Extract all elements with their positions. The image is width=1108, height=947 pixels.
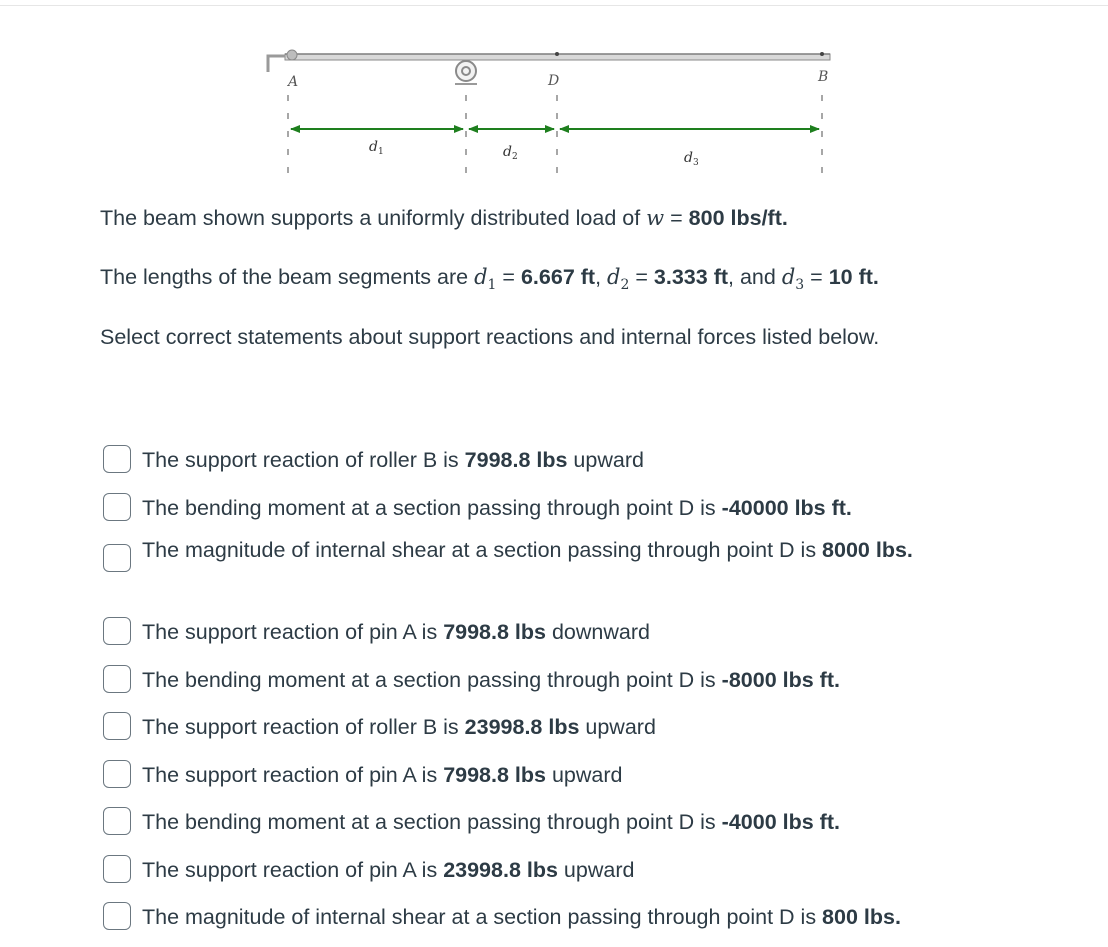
option-checkbox[interactable] xyxy=(103,760,131,788)
option-checkbox[interactable] xyxy=(103,544,131,572)
question-line-lengths: The lengths of the beam segments are $d_1 = 6.667$ ft, $d_2 = 3.333$ ft, and $d_3 = 10$ ft. xyxy=(100,265,879,293)
dim-label-d3: $d_3$ xyxy=(684,150,699,168)
option-label[interactable]: The bending moment at a section passing through point D is -4000 lbs ft. xyxy=(142,810,840,834)
option-checkbox[interactable] xyxy=(103,902,131,930)
answer-option[interactable] xyxy=(103,852,1003,888)
option-label[interactable]: The support reaction of pin A is 23998.8 lbs upward xyxy=(142,858,635,882)
pin-support-a xyxy=(268,50,297,72)
option-label[interactable]: The bending moment at a section passing through point D is -8000 lbs ft. xyxy=(142,668,840,692)
option-checkbox[interactable] xyxy=(103,855,131,883)
label-b: B xyxy=(818,69,829,85)
beam-diagram xyxy=(0,0,1108,200)
option-label[interactable]: The support reaction of roller B is 23998.8 lbs upward xyxy=(142,715,656,739)
option-label[interactable]: The bending moment at a section passing through point D is -40000 lbs ft. xyxy=(142,496,852,520)
option-checkbox[interactable] xyxy=(103,445,131,473)
answer-option[interactable] xyxy=(103,804,1003,840)
label-a: A xyxy=(288,74,299,90)
option-label[interactable]: The magnitude of internal shear at a section passing through point D is 800 lbs. xyxy=(142,905,901,929)
answer-option[interactable] xyxy=(103,614,1003,650)
option-checkbox[interactable] xyxy=(103,617,131,645)
dim-label-d2: $d_2$ xyxy=(503,144,518,162)
answer-option[interactable] xyxy=(103,662,1003,698)
point-b-marker xyxy=(820,52,824,56)
option-label[interactable]: The magnitude of internal shear at a section passing through point D is 8000 lbs. xyxy=(142,538,913,562)
option-checkbox[interactable] xyxy=(103,665,131,693)
option-checkbox[interactable] xyxy=(103,807,131,835)
option-checkbox[interactable] xyxy=(103,493,131,521)
extension-lines xyxy=(288,95,822,175)
answer-option[interactable] xyxy=(103,442,1003,478)
answer-option[interactable] xyxy=(103,709,1003,745)
option-checkbox[interactable] xyxy=(103,712,131,740)
label-d: D xyxy=(548,73,560,89)
dim-label-d1: $d_1$ xyxy=(369,139,384,157)
roller-support-icon xyxy=(455,61,477,84)
option-label[interactable]: The support reaction of pin A is 7998.8 lbs upward xyxy=(142,763,623,787)
answer-option[interactable] xyxy=(103,899,1003,935)
answer-option[interactable] xyxy=(103,532,1003,572)
option-label[interactable]: The support reaction of roller B is 7998.8 lbs upward xyxy=(142,448,644,472)
option-label[interactable]: The support reaction of pin A is 7998.8 lbs downward xyxy=(142,620,650,644)
question-instruction: Select correct statements about support reactions and internal forces listed below. xyxy=(100,325,880,349)
answer-option[interactable] xyxy=(103,490,1003,526)
question-line-load: The beam shown supports a uniformly distributed load of w = 800 lbs/ft. xyxy=(100,206,788,230)
answer-option[interactable] xyxy=(103,757,1003,793)
point-d-marker xyxy=(555,52,559,56)
